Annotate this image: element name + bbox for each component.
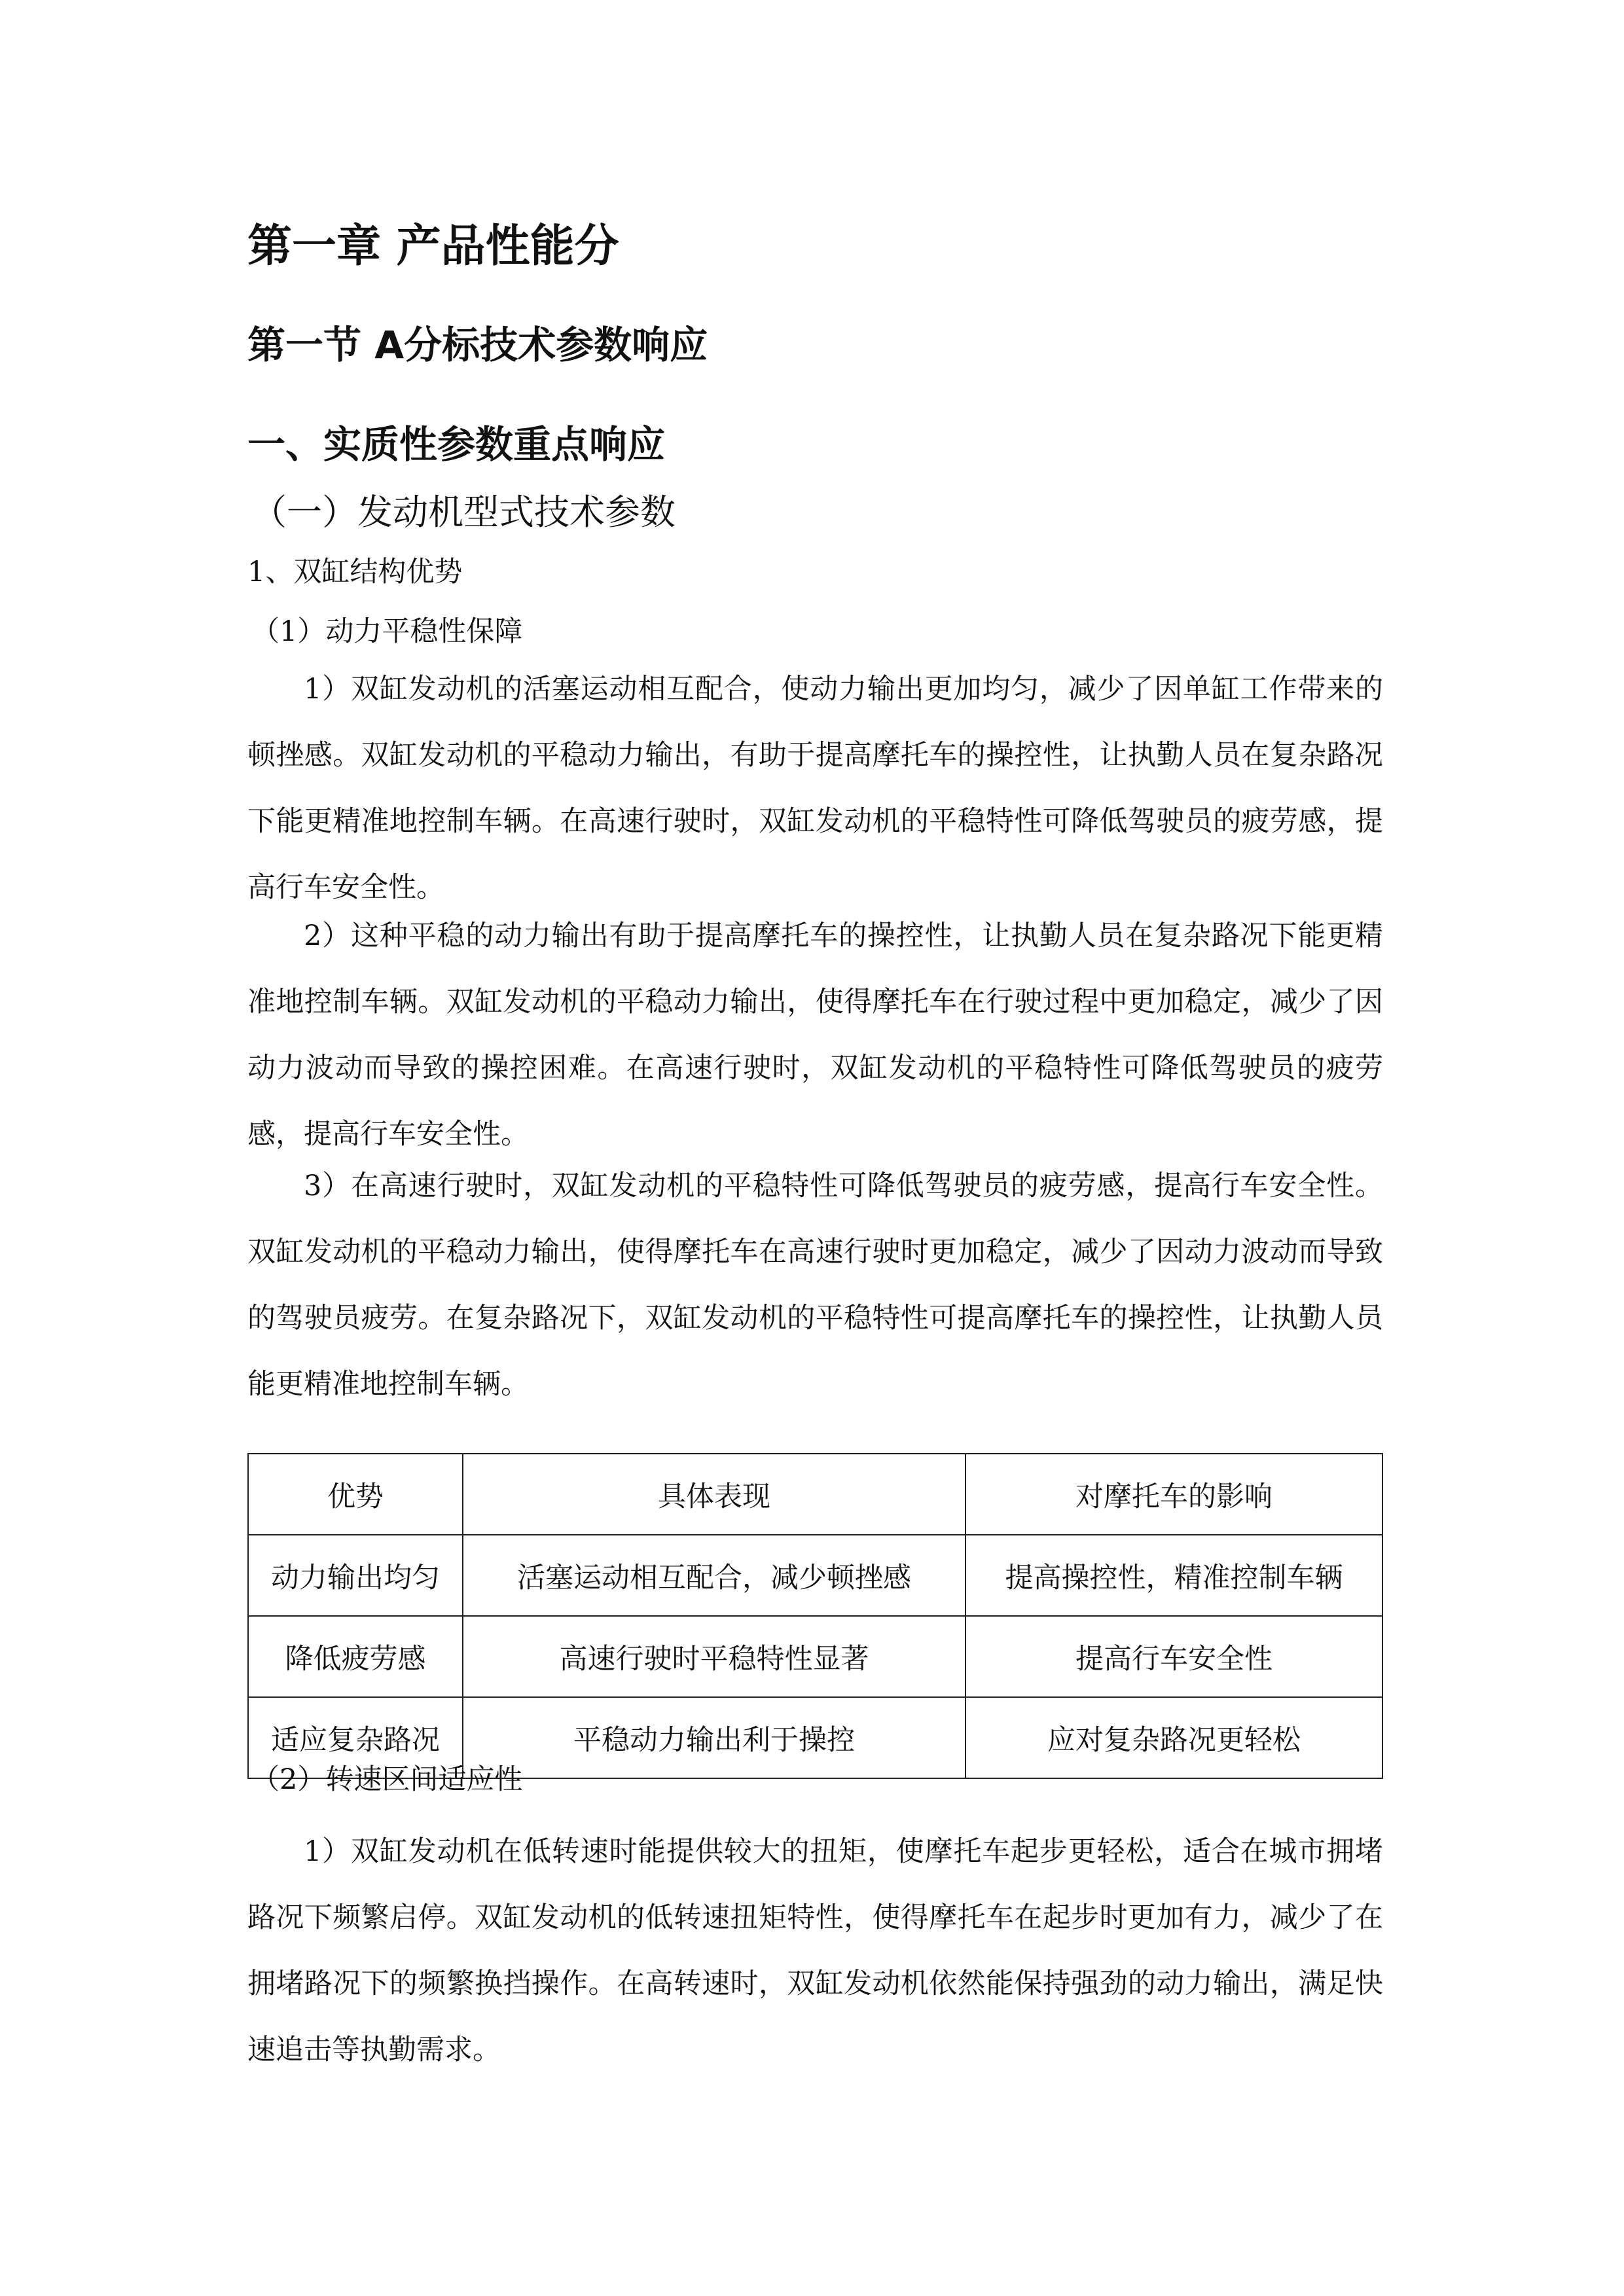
- heading-level-2: （一）发动机型式技术参数: [251, 492, 676, 533]
- paragraph-2: 2）这种平稳的动力输出有助于提高摩托车的操控性，让执勤人员在复杂路况下能更精准地控制车辆。双缸发动机的平稳动力输出，使得摩托车在行驶过程中更加稳定，减少了因动力波动而导致的操控困难。在高速行驶时，双缸发动机的平稳特性可降低驾驶员的疲劳感，提高行车安全性。: [247, 920, 1383, 1151]
- table-header-cell: 优势: [248, 1454, 463, 1535]
- table-header-cell: 对摩托车的影响: [965, 1454, 1382, 1535]
- heading-level-1: 一、实质性参数重点响应: [247, 422, 666, 467]
- table-cell: 降低疲劳感: [248, 1616, 463, 1697]
- paragraph-4: 1）双缸发动机在低转速时能提供较大的扭矩，使摩托车起步更轻松，适合在城市拥堵路况下频繁启停。双缸发动机的低转速扭矩特性，使得摩托车在起步时更加有力，减少了在拥堵路况下的频繁换挡操作。在高转速时，双缸发动机依然能保持强劲的动力输出，满足快速追击等执勤需求。: [247, 1835, 1383, 2066]
- advantages-table: [247, 1453, 1383, 1779]
- chapter-title: 第一章 产品性能分: [247, 221, 619, 272]
- table-row: [248, 1616, 1382, 1697]
- table-header-row: [248, 1454, 1382, 1535]
- table-header-cell: 具体表现: [463, 1454, 965, 1535]
- table-row: [248, 1535, 1382, 1616]
- section-title: 第一节 A分标技术参数响应: [247, 323, 708, 367]
- paragraph-1: 1）双缸发动机的活塞运动相互配合，使动力输出更加均匀，减少了因单缸工作带来的顿挫感。双缸发动机的平稳动力输出，有助于提高摩托车的操控性，让执勤人员在复杂路况下能更精准地控制车辆。在高速行驶时，双缸发动机的平稳特性可降低驾驶员的疲劳感，提高行车安全性。: [247, 673, 1383, 904]
- subsection-title-2: （2）转速区间适应性: [251, 1763, 523, 1796]
- heading-level-3: 1、双缸结构优势: [247, 556, 463, 588]
- paragraph-3: 3）在高速行驶时，双缸发动机的平稳特性可降低驾驶员的疲劳感，提高行车安全性。双缸发动机的平稳动力输出，使得摩托车在高速行驶时更加稳定，减少了因动力波动而导致的驾驶员疲劳。在复杂路况下，双缸发动机的平稳特性可提高摩托车的操控性，让执勤人员能更精准地控制车辆。: [247, 1170, 1383, 1401]
- table-cell: 活塞运动相互配合，减少顿挫感: [463, 1535, 965, 1616]
- table-cell: 适应复杂路况: [248, 1697, 463, 1778]
- table-cell: 平稳动力输出利于操控: [463, 1697, 965, 1778]
- table-cell: 动力输出均匀: [248, 1535, 463, 1616]
- table-cell: 提高操控性，精准控制车辆: [965, 1535, 1382, 1616]
- table-cell: 应对复杂路况更轻松: [965, 1697, 1382, 1778]
- table-cell: 提高行车安全性: [965, 1616, 1382, 1697]
- table-cell: 高速行驶时平稳特性显著: [463, 1616, 965, 1697]
- subsection-title-1: （1）动力平稳性保障: [251, 615, 523, 648]
